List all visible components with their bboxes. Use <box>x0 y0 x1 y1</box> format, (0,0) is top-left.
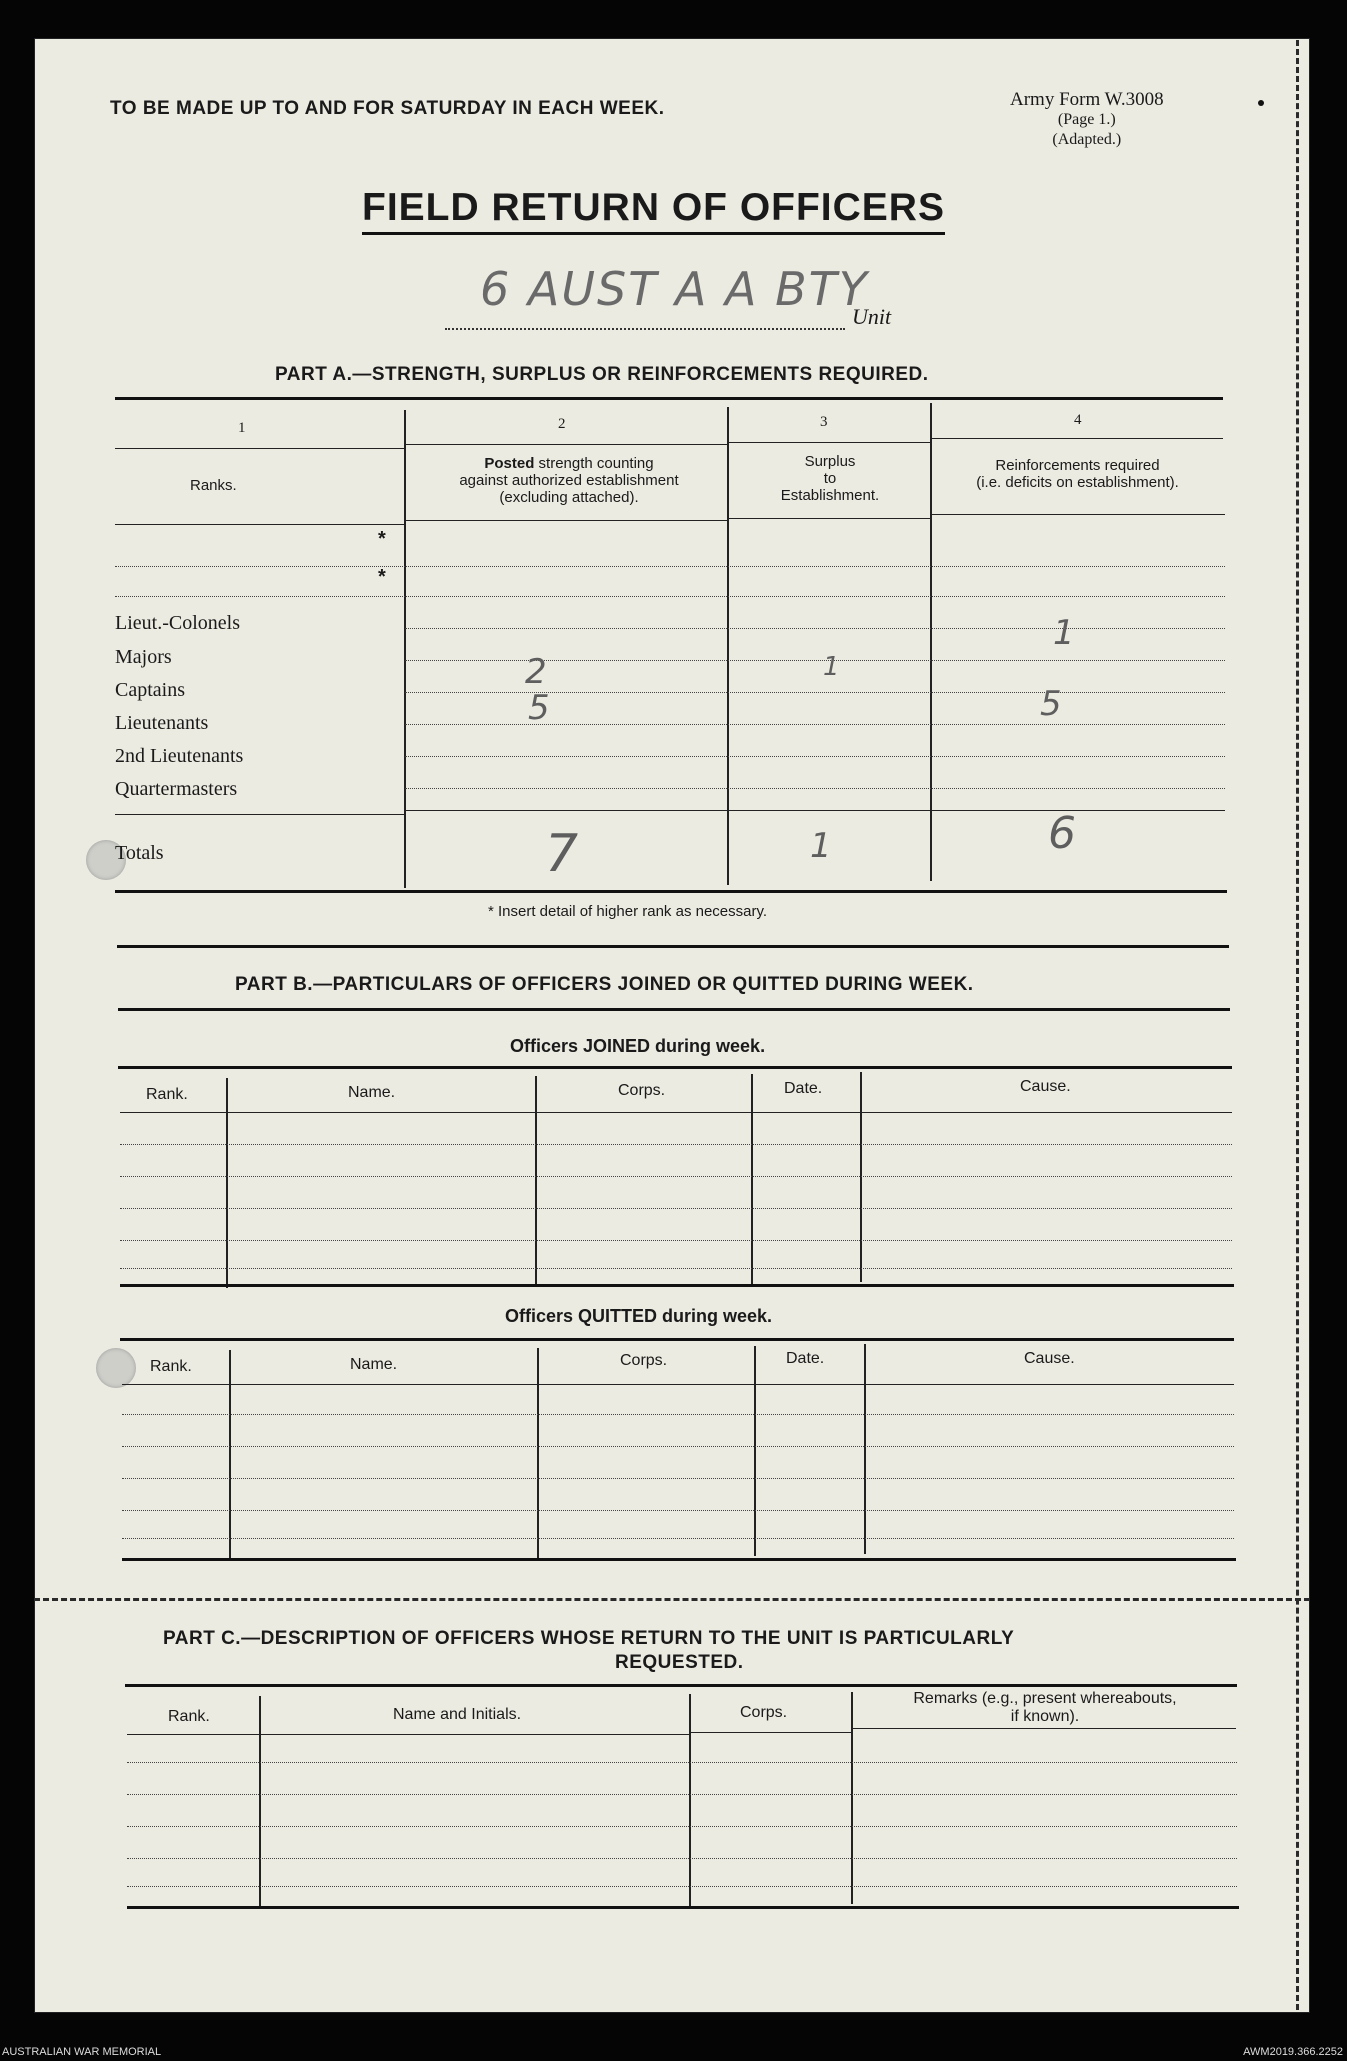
joined-divider <box>751 1074 753 1284</box>
hand-posted-lieutenants: 5 <box>528 688 550 728</box>
rank-captains: Captains <box>115 679 185 701</box>
row-line <box>115 596 1225 597</box>
rule <box>122 1384 1234 1385</box>
row-line <box>115 566 1225 567</box>
row-line <box>120 1268 1232 1269</box>
col-divider-1 <box>404 410 406 888</box>
row-line <box>122 1478 1234 1479</box>
posted-rest: strength counting <box>534 455 654 472</box>
part-c-col-remarks <box>855 1690 1235 1726</box>
army-form-number: Army Form W.3008 <box>1010 89 1164 110</box>
col-header-reinforcements <box>930 457 1225 491</box>
hand-posted-captains: 2 <box>525 652 547 692</box>
row-line <box>122 1510 1234 1511</box>
quitted-col-cause: Cause. <box>1024 1350 1075 1367</box>
row-line <box>122 1446 1234 1447</box>
perforation-right <box>1296 40 1299 2010</box>
unit-handwritten: 6 AUST A A BTY <box>480 262 869 316</box>
row-line <box>122 1538 1234 1539</box>
row-line <box>127 1858 1237 1859</box>
page-title: FIELD RETURN OF OFFICERS <box>362 186 945 235</box>
army-form-id <box>1010 90 1164 150</box>
part-a-footnote: * Insert detail of higher rank as necessary. <box>488 903 768 920</box>
col-number-3: 3 <box>820 414 828 430</box>
row-line <box>122 1414 1234 1415</box>
rule <box>405 810 1225 811</box>
surplus-line-2: to <box>823 470 837 487</box>
reinf-line-1: Reinforcements required <box>995 457 1160 474</box>
part-c-divider <box>689 1694 691 1906</box>
hand-total-reinf: 6 <box>1048 808 1076 859</box>
row-line <box>120 1240 1232 1241</box>
row-line <box>127 1762 1237 1763</box>
rule <box>727 518 930 519</box>
hand-surplus-captains: 1 <box>823 652 840 682</box>
footer-accession: AWM2019.366.2252 <box>1243 2046 1343 2058</box>
army-form-page: (Page 1.) <box>1057 111 1116 128</box>
posted-bold: Posted <box>484 455 535 472</box>
part-a-end-rule <box>117 945 1229 948</box>
rank-majors: Majors <box>115 646 172 668</box>
hand-total-posted: 7 <box>545 824 579 884</box>
part-c-bottom-rule <box>127 1906 1239 1909</box>
part-c-col-name: Name and Initials. <box>393 1706 522 1723</box>
col-header-ranks: Ranks. <box>190 477 237 494</box>
surplus-line-3: Establishment. <box>780 487 880 504</box>
joined-divider <box>535 1076 537 1286</box>
remarks-line-1: Remarks (e.g., present whereabouts, <box>913 1690 1177 1707</box>
joined-heading: Officers JOINED during week. <box>510 1036 766 1056</box>
part-a-heading: PART A.—STRENGTH, SURPLUS OR REINFORCEMENTS REQUIRED. <box>275 364 929 385</box>
quitted-col-corps: Corps. <box>620 1352 668 1369</box>
rule <box>115 814 405 815</box>
joined-col-rank: Rank. <box>146 1086 188 1103</box>
part-a-top-rule <box>115 397 1223 400</box>
part-c-col-corps: Corps. <box>740 1704 788 1721</box>
unit-dotted-line <box>445 328 845 330</box>
rule <box>930 438 1223 439</box>
posted-line-1 <box>410 455 728 472</box>
quitted-col-date: Date. <box>786 1350 825 1367</box>
part-c-heading-1: PART C.—DESCRIPTION OF OFFICERS WHOSE RETURN TO THE UNIT IS PARTICULARLY <box>163 1628 1015 1649</box>
row-line <box>120 1144 1232 1145</box>
col-header-surplus <box>730 453 930 504</box>
remarks-line-2: if known). <box>1010 1708 1080 1725</box>
part-c-heading-2: REQUESTED. <box>615 1652 744 1673</box>
rule <box>127 1734 690 1735</box>
row-line <box>127 1826 1237 1827</box>
quitted-divider <box>864 1344 866 1554</box>
joined-divider <box>860 1072 862 1282</box>
totals-label: Totals <box>115 842 164 864</box>
joined-col-corps: Corps. <box>618 1082 666 1099</box>
footer-source: AUSTRALIAN WAR MEMORIAL <box>2 2046 162 2058</box>
quitted-bottom-rule <box>122 1558 1236 1561</box>
rule <box>405 444 727 445</box>
rank-2nd-lieutenants: 2nd Lieutenants <box>115 745 244 767</box>
row-line <box>120 1208 1232 1209</box>
punch-hole-bottom <box>96 1348 136 1388</box>
part-c-divider <box>851 1692 853 1904</box>
quitted-top-rule <box>120 1338 1234 1341</box>
part-c-col-rank: Rank. <box>168 1708 210 1725</box>
rule <box>727 442 930 443</box>
joined-divider <box>226 1078 228 1288</box>
surplus-line-1: Surplus <box>804 453 856 470</box>
posted-line-3: (excluding attached). <box>499 489 639 506</box>
part-a-bottom-rule <box>115 890 1227 893</box>
rank-lieut-colonels: Lieut.-Colonels <box>115 612 240 634</box>
instruction-text: TO BE MADE UP TO AND FOR SATURDAY IN EACH WEEK. <box>110 98 665 119</box>
quitted-col-name: Name. <box>350 1356 398 1373</box>
col-divider-2 <box>727 407 729 885</box>
row-line <box>405 628 1225 629</box>
row-line <box>405 788 1225 789</box>
hand-reinf-majors: 1 <box>1053 613 1075 653</box>
rule <box>690 1732 852 1733</box>
army-form-adapted: (Adapted.) <box>1052 131 1122 148</box>
quitted-heading: Officers QUITTED during week. <box>505 1306 773 1326</box>
quitted-col-rank: Rank. <box>150 1358 192 1375</box>
row-line <box>120 1176 1232 1177</box>
rank-quartermasters: Quartermasters <box>115 778 238 800</box>
joined-col-name: Name. <box>348 1084 396 1101</box>
joined-col-cause: Cause. <box>1020 1078 1071 1095</box>
hand-reinf-lieutenants: 5 <box>1040 684 1062 724</box>
star-marker-2: * <box>378 566 386 588</box>
row-line <box>127 1886 1237 1887</box>
reinf-line-2: (i.e. deficits on establishment). <box>976 474 1179 491</box>
row-line <box>405 756 1225 757</box>
col-number-4: 4 <box>1074 412 1082 428</box>
part-c-top-rule <box>125 1684 1237 1687</box>
star-marker-1: * <box>378 528 386 550</box>
row-line <box>127 1794 1237 1795</box>
rule <box>852 1728 1236 1729</box>
rule <box>115 524 405 525</box>
joined-col-date: Date. <box>784 1080 823 1097</box>
rule <box>115 448 405 449</box>
col-header-posted <box>410 455 728 506</box>
quitted-divider <box>537 1348 539 1558</box>
rule <box>930 514 1225 515</box>
hand-total-surplus: 1 <box>810 826 832 866</box>
unit-label: Unit <box>852 304 892 329</box>
posted-line-2: against authorized establishment <box>459 472 679 489</box>
quitted-divider <box>754 1346 756 1556</box>
quitted-divider <box>229 1350 231 1560</box>
part-b-top-rule <box>118 1008 1230 1011</box>
joined-top-rule <box>118 1066 1232 1069</box>
part-c-divider <box>259 1696 261 1908</box>
rule <box>120 1112 1232 1113</box>
col-number-2: 2 <box>558 416 566 432</box>
col-number-1: 1 <box>238 420 246 436</box>
perforation-horizontal <box>34 1598 1310 1601</box>
ink-dot <box>1258 100 1264 106</box>
joined-bottom-rule <box>120 1284 1234 1287</box>
rank-lieutenants: Lieutenants <box>115 712 209 734</box>
part-b-heading: PART B.—PARTICULARS OF OFFICERS JOINED OR QUITTED DURING WEEK. <box>235 974 974 995</box>
rule <box>405 520 727 521</box>
